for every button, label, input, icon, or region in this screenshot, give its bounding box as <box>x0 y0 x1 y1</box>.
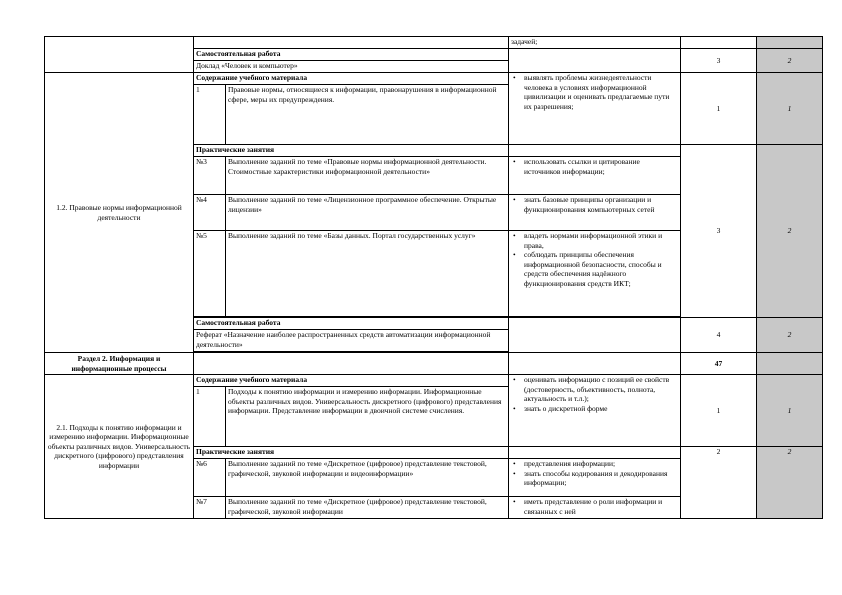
topic-1-2: 1.2. Правовые нормы информационной деятельности <box>45 73 194 353</box>
text-cell-empty <box>194 37 509 49</box>
hours-cell-empty <box>681 37 757 49</box>
list-item: • оценивать информацию с позиций ее свойств (достоверность, объективность, полнота, актуальность и т.л.); <box>513 375 670 403</box>
list-item: • соблюдать принципы обеспечения информационной безопасности, способы и средств обеспечения надёжного функционирования средств ИКТ; <box>513 250 662 288</box>
self-work-header: Самостоятельная работа <box>194 49 509 61</box>
item-text: Подходы к понятию информации и измерению информации. Информационные объекты различных видов. Универсальность дискретного (цифрового) представления информации. Представление информации в двоичной системе счисления. <box>226 387 509 447</box>
self-work-header: Самостоятельная работа <box>194 318 509 330</box>
level-cell: 2 <box>757 318 823 353</box>
list-item: • представления информации; <box>513 459 616 468</box>
curriculum-table <box>44 36 823 519</box>
content-header: Содержание учебного материала <box>194 73 509 85</box>
level-cell: 2 <box>757 145 823 318</box>
practice-number: №7 <box>194 497 226 519</box>
practice-header: Практические занятия <box>194 447 509 459</box>
list-item: • иметь представление о роли информации и связанных с ней <box>513 497 663 516</box>
self-work-text: Реферат «Назначение наиболее распространенных средств автоматизации информационной деятельности» <box>194 330 509 352</box>
competency-cell-empty <box>509 49 681 73</box>
item-number: 1 <box>194 387 226 447</box>
hours-cell: 3 <box>681 49 757 73</box>
level-cell: 2 <box>757 49 823 73</box>
practice-header: Практические занятия <box>194 145 509 157</box>
section-title: Раздел 2. Информация и информационные процессы <box>45 353 194 375</box>
list-item: • выявлять проблемы жизнедеятельности человека в условиях информационной цивилизации и оценивать предлагаемые пути их разрешения; <box>513 73 670 111</box>
section-empty <box>509 353 681 375</box>
competency-cell <box>509 195 681 231</box>
competency-cell-empty <box>509 318 681 353</box>
hours-cell: 4 <box>681 318 757 353</box>
competency-cell: задачей; <box>509 37 681 49</box>
competency-cell <box>509 375 681 447</box>
level-cell: 2 <box>757 447 823 519</box>
practice-text: Выполнение заданий по теме «Дискретное (цифровое) представление текстовой, графической, звуковой информации <box>226 497 509 519</box>
competency-cell <box>509 459 681 497</box>
list-item: • знать способы кодирования и декодирования информации; <box>513 468 668 487</box>
practice-number: №3 <box>194 157 226 195</box>
section-level-empty <box>757 353 823 375</box>
level-cell: 1 <box>757 73 823 145</box>
hours-cell: 1 <box>681 375 757 447</box>
competency-cell <box>509 231 681 317</box>
competency-cell <box>509 157 681 195</box>
level-cell: 1 <box>757 375 823 447</box>
competency-cell <box>509 497 681 519</box>
practice-text: Выполнение заданий по теме «Лицензионное программное обеспечение. Открытые лицензии» <box>226 195 509 231</box>
hours-cell: 2 <box>681 447 757 519</box>
topic-2-1: 2.1. Подходы к понятию информации и измерению информации. Информационные объекты различных видов. Универсальность дискретного (цифрового) представления информации <box>45 375 194 519</box>
hours-cell: 1 <box>681 73 757 145</box>
practice-text: Выполнение заданий по теме «Дискретное (цифровое) представление текстовой, графической, звуковой информации и видеоинформации» <box>226 459 509 497</box>
item-text: Правовые нормы, относящиеся к информации, правонарушения в информационной сфере, меры их предупреждения. <box>226 85 509 145</box>
topic-cell-empty <box>45 37 194 73</box>
practice-number: №4 <box>194 195 226 231</box>
section-hours: 47 <box>681 353 757 375</box>
section-empty <box>194 353 509 375</box>
practice-text: Выполнение заданий по теме «Базы данных. Портал государственных услуг» <box>226 231 509 317</box>
competency-cell-empty <box>509 447 681 459</box>
item-number: 1 <box>194 85 226 145</box>
content-header: Содержание учебного материала <box>194 375 509 387</box>
list-item: • знать о дискретной форме <box>513 403 608 413</box>
competency-cell-empty <box>509 145 681 157</box>
list-item: • знать базовые принципы организации и функционирования компьютерных сетей <box>513 195 655 214</box>
level-cell-empty <box>757 37 823 49</box>
practice-text: Выполнение заданий по теме «Правовые нормы информационной деятельности. Стоимостные характеристики информационной деятельности» <box>226 157 509 195</box>
list-item: • использовать ссылки и цитирование источников информации; <box>513 157 640 176</box>
practice-number: №5 <box>194 231 226 317</box>
hours-cell: 3 <box>681 145 757 318</box>
competency-cell <box>509 73 681 145</box>
list-item: • владеть нормами информационной этики и права, <box>513 231 663 250</box>
practice-number: №6 <box>194 459 226 497</box>
self-work-text: Доклад «Человек и компьютер» <box>194 61 509 73</box>
